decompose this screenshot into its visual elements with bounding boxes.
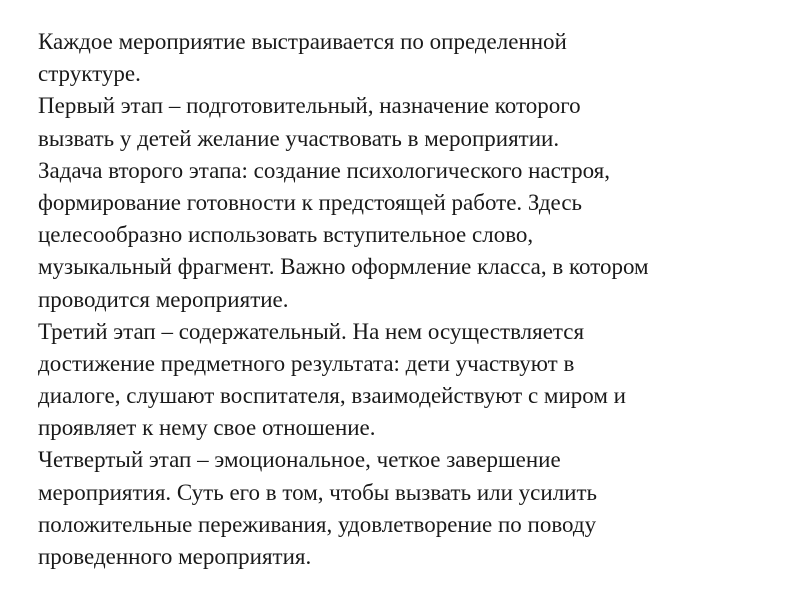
- text-line: музыкальный фрагмент. Важно оформление класса, в котором: [38, 254, 649, 280]
- text-line: проведенного мероприятия.: [38, 544, 312, 569]
- text-line: Каждое мероприятие выстраивается по определенной: [38, 29, 567, 54]
- text-line: структуре.: [38, 61, 141, 87]
- text-line: проводится мероприятие.: [38, 286, 289, 312]
- text-line: диалоге, слушают воспитателя, взаимодействуют с миром и: [38, 383, 626, 409]
- text-line: достижение предметного результата: дети участвуют в: [38, 350, 575, 376]
- text-line: целесообразно использовать вступительное слово,: [38, 222, 534, 248]
- text-line: вызвать у детей желание участвовать в мероприятии.: [38, 125, 560, 151]
- text-line: Задача второго этапа: создание психологического настроя,: [38, 157, 611, 183]
- text-line: Третий этап – содержательный. На нем осуществляется: [38, 318, 585, 344]
- text-line: Первый этап – подготовительный, назначение которого: [38, 93, 581, 119]
- text-line: положительные переживания, удовлетворение по поводу: [38, 511, 597, 537]
- text-line: Четвертый этап – эмоциональное, четкое завершение: [38, 447, 561, 473]
- text-line: проявляет к нему свое отношение.: [38, 415, 376, 441]
- text-line: формирование готовности к предстоящей работе. Здесь: [38, 189, 583, 215]
- text-line: мероприятия. Суть его в том, чтобы вызвать или усилить: [38, 479, 598, 505]
- body-text: [38, 26, 778, 573]
